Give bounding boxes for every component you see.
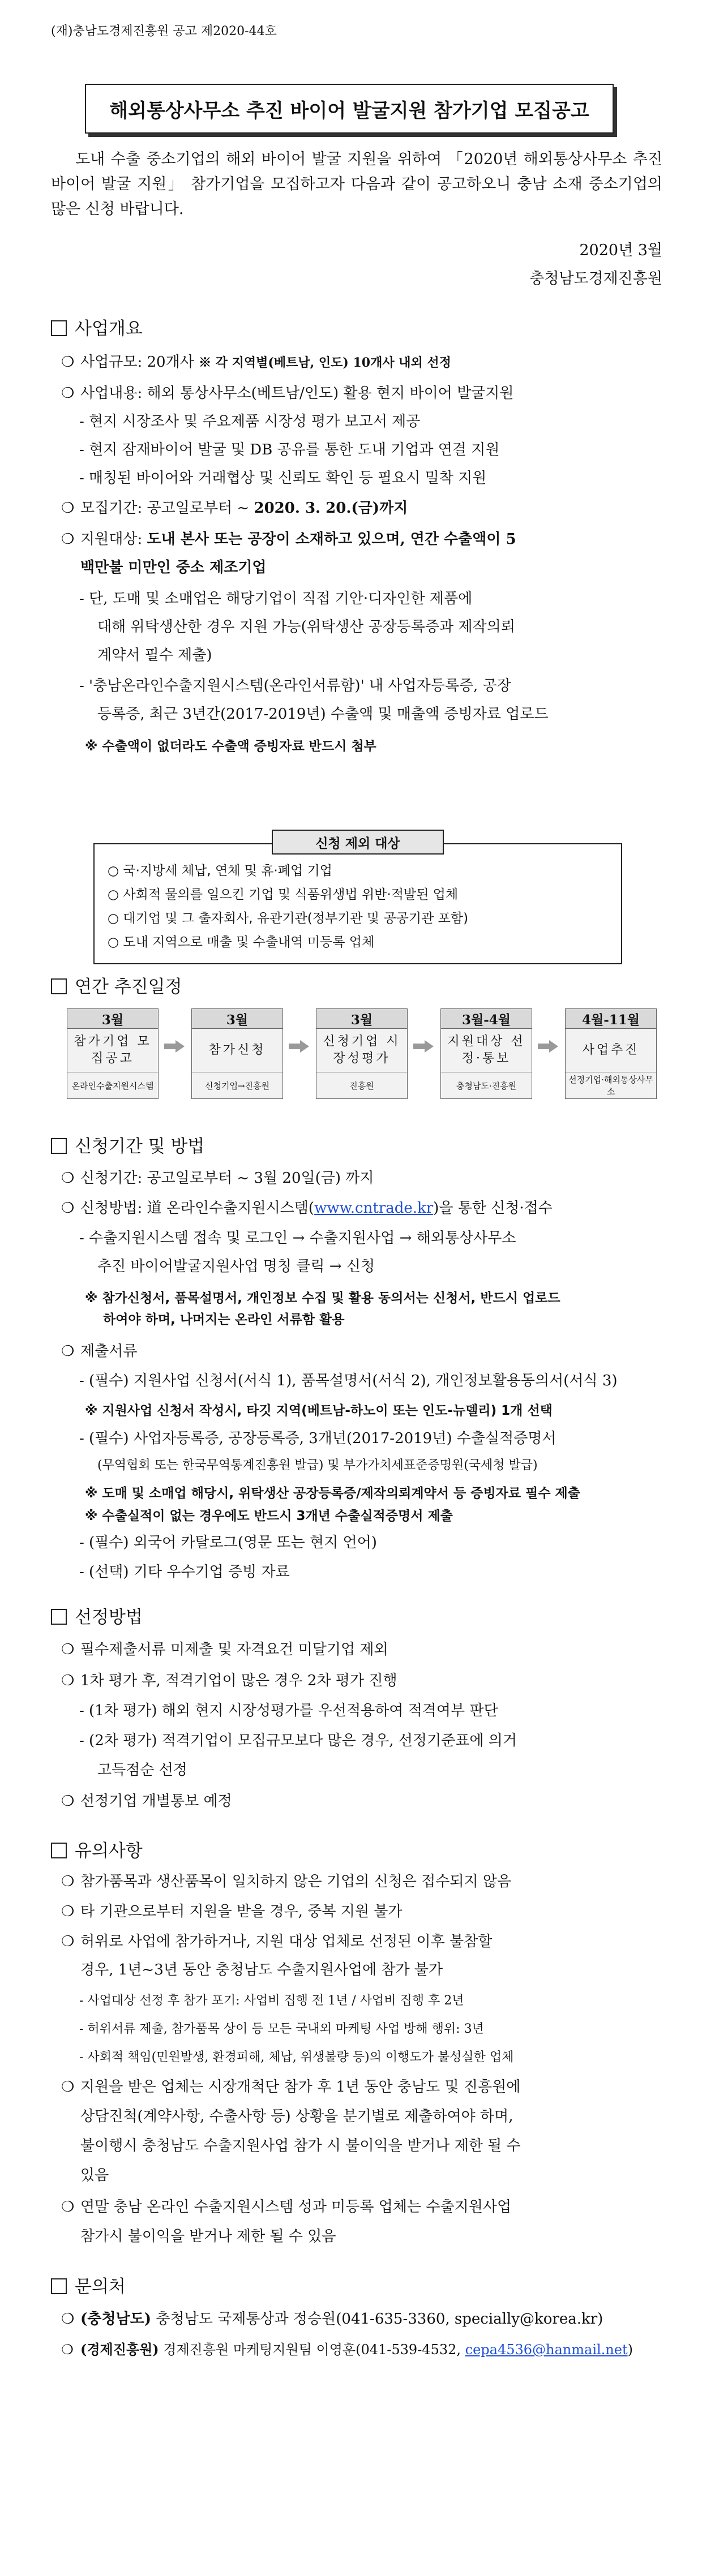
email-link[interactable]: cepa4536@hanmail.net xyxy=(465,2342,628,2358)
overview-dash-2b: 등록증, 최근 3년간(2017-2019년) 수출액 및 매출액 증빙자료 업로드 xyxy=(97,706,549,723)
schedule-step: 3월 참가기업 모집공고 온라인수출지원시스템 xyxy=(67,1008,159,1099)
overview-dash-1a: - 단, 도매 및 소매업은 해당기업이 직접 기안·디자인한 제품에 xyxy=(79,590,473,607)
circle-bullet-icon: ❍ xyxy=(61,1903,75,1920)
circle-bullet-icon: ❍ xyxy=(61,1793,75,1810)
docs-required-2: - (필수) 사업자등록증, 공장등록증, 3개년(2017-2019년) 수출실적증명서 xyxy=(79,1430,557,1447)
overview-sub-1: - 현지 시장조사 및 주요제품 시장성 평가 보고서 제공 xyxy=(79,413,421,430)
docs-note-wholesale: ※ 도매 및 소매업 해당시, 위탁생산 공장등록증/제작의뢰계약서 등 증빙자료 필수 제출 xyxy=(85,1486,580,1501)
application-flow-cont: 추진 바이어발굴지원사업 명칭 클릭 → 신청 xyxy=(97,1258,375,1275)
checkbox-square-icon xyxy=(51,1609,67,1625)
schedule-step: 3월 신청기업 시장성평가 진흥원 xyxy=(316,1008,408,1099)
circle-bullet-icon: ❍ xyxy=(61,354,75,371)
caution-4-cont-1: 상담진척(계약사항, 수출사항 등) 상황을 분기별로 제출하여야 하며, xyxy=(80,2108,513,2125)
application-period: ❍ 신청기간: 공고일로부터 ~ 3월 20일(금) 까지 xyxy=(61,1167,374,1190)
small-circle-bullet-icon: ○ xyxy=(108,935,119,950)
caution-sub-2: - 허위서류 제출, 참가품목 상이 등 모든 국내외 마케팅 사업 방해 행위: 3년 xyxy=(79,2022,484,2036)
selection-second-eval: - (2차 평가) 적격기업이 모집규모보다 많은 경우, 선정기준표에 의거 xyxy=(79,1732,517,1749)
selection-notify: ❍ 선정기업 개별통보 예정 xyxy=(61,1790,232,1813)
issuing-organization: 충청남도경제진흥원 xyxy=(529,270,662,287)
exclusion-item: ○ 국·지방세 체납, 연체 및 휴·폐업 기업 xyxy=(108,864,332,878)
overview-content: ❍ 사업내용: 해외 통상사무소(베트남/인도) 활용 현지 바이어 발굴지원 xyxy=(61,382,514,405)
checkbox-square-icon xyxy=(51,978,67,994)
circle-bullet-icon: ❍ xyxy=(61,1672,75,1689)
page-title: 해외통상사무소 추진 바이어 발굴지원 참가기업 모집공고 xyxy=(85,84,614,134)
application-docs: ❍ 제출서류 xyxy=(61,1340,137,1363)
caution-2: ❍ 타 기관으로부터 지원을 받을 경우, 중복 지원 불가 xyxy=(61,1900,402,1923)
application-note-1: ※ 참가신청서, 품목설명서, 개인정보 수집 및 활용 동의서는 신청서, 반드시 업로드 xyxy=(85,1291,560,1306)
section-schedule-heading xyxy=(51,972,182,998)
docs-optional: - (선택) 기타 우수기업 증빙 자료 xyxy=(79,1564,290,1581)
section-title: 연간 추진일정 xyxy=(75,977,182,997)
circle-bullet-icon: ❍ xyxy=(61,385,75,402)
circle-bullet-icon: ❍ xyxy=(61,1170,75,1187)
contact-agency: ❍ (경제진흥원) 경제진흥원 마케팅지원팀 이영훈(041-539-4532, cepa4536@hanmail.net) xyxy=(61,2338,633,2361)
caution-1: ❍ 참가품목과 생산품목이 일치하지 않은 기업의 신청은 접수되지 않음 xyxy=(61,1870,511,1893)
docs-note-export: ※ 수출실적이 없는 경우에도 반드시 3개년 수출실적증명서 제출 xyxy=(85,1509,453,1523)
section-cautions-heading xyxy=(51,1836,143,1862)
exclusion-heading: 신청 제외 대상 xyxy=(272,830,444,855)
caution-5: ❍ 연말 충남 온라인 수출지원시스템 성과 미등록 업체는 수출지원사업 xyxy=(61,2196,511,2218)
section-title: 사업개요 xyxy=(75,319,143,339)
section-title: 신청기간 및 방법 xyxy=(75,1136,205,1157)
circle-bullet-icon: ❍ xyxy=(61,2079,75,2096)
selection-line-1: ❍ 필수제출서류 미제출 및 자격요건 미달기업 제외 xyxy=(61,1638,388,1661)
overview-sub-2: - 현지 잠재바이어 발굴 및 DB 공유를 통한 도내 기업과 연결 지원 xyxy=(79,441,500,458)
schedule-step: 3월-4월 지원대상 선정·통보 충청남도·진흥원 xyxy=(440,1008,532,1099)
caution-4: ❍ 지원을 받은 업체는 시장개척단 참가 후 1년 동안 충남도 및 진흥원에 xyxy=(61,2076,520,2098)
circle-bullet-icon: ❍ xyxy=(61,2342,74,2358)
caution-4-cont-3: 있음 xyxy=(80,2167,109,2184)
cntrade-link[interactable]: www.cntrade.kr xyxy=(314,1200,434,1217)
circle-bullet-icon: ❍ xyxy=(61,1641,75,1658)
overview-scale: ❍ 사업규모: 20개사 ※ 각 지역별(베트남, 인도) 10개사 내외 선정 xyxy=(61,351,451,374)
caution-5-cont: 참가시 불이익을 받거나 제한 될 수 있음 xyxy=(80,2228,336,2245)
selection-line-2: ❍ 1차 평가 후, 적격기업이 많은 경우 2차 평가 진행 xyxy=(61,1669,397,1692)
checkbox-square-icon xyxy=(51,1138,67,1154)
circle-bullet-icon: ❍ xyxy=(61,1873,75,1890)
circle-bullet-icon: ❍ xyxy=(61,2311,75,2328)
docs-required-1: - (필수) 지원사업 신청서(서식 1), 품목설명서(서식 2), 개인정보활용동의서(서식 3) xyxy=(79,1372,618,1389)
section-selection-heading xyxy=(51,1603,143,1628)
small-circle-bullet-icon: ○ xyxy=(108,864,119,878)
schedule-step: 3월 참가신청 신청기업→진흥원 xyxy=(191,1008,283,1099)
arrow-right-icon xyxy=(538,1040,558,1053)
application-note-1-cont: 하여야 하며, 나머지는 온라인 서류함 활용 xyxy=(103,1312,345,1327)
application-method: ❍ 신청방법: 道 온라인수출지원시스템(www.cntrade.kr)을 통한 신청·접수 xyxy=(61,1197,553,1220)
circle-bullet-icon: ❍ xyxy=(61,1933,75,1950)
caution-4-cont-2: 불이행시 충청남도 수출지원사업 참가 시 불이익을 받거나 제한 될 수 xyxy=(80,2137,521,2154)
checkbox-square-icon xyxy=(51,1843,67,1858)
checkbox-square-icon xyxy=(51,320,67,336)
small-circle-bullet-icon: ○ xyxy=(108,887,119,902)
checkbox-square-icon xyxy=(51,2278,67,2294)
docs-note-target: ※ 지원사업 신청서 작성시, 타깃 지역(베트남-하노이 또는 인도-뉴델리) 1개 선택 xyxy=(85,1403,553,1418)
circle-bullet-icon: ❍ xyxy=(61,531,75,548)
schedule-step: 4월-11월 사업추진 선정기업·해외통상사무소 xyxy=(565,1008,657,1099)
circle-bullet-icon: ❍ xyxy=(61,2199,75,2216)
caution-3: ❍ 허위로 사업에 참가하거나, 지원 대상 업체로 선정된 이후 불참할 xyxy=(61,1930,492,1953)
arrow-right-icon xyxy=(164,1040,185,1053)
section-title: 문의처 xyxy=(75,2277,126,2297)
notice-number: (재)충남도경제진흥원 공고 제2020-44호 xyxy=(51,24,277,38)
section-overview-heading xyxy=(51,314,143,340)
section-contact-heading xyxy=(51,2272,126,2298)
circle-bullet-icon: ❍ xyxy=(61,500,75,517)
overview-dash-2a: - '충남온라인수출지원시스템(온라인서류함)' 내 사업자등록증, 공장 xyxy=(79,677,511,694)
exclusion-item: ○ 도내 지역으로 매출 및 수출내역 미등록 업체 xyxy=(108,935,375,950)
section-title: 유의사항 xyxy=(75,1841,143,1861)
notice-date: 2020년 3월 xyxy=(579,242,662,259)
circle-bullet-icon: ❍ xyxy=(61,1343,75,1360)
overview-note: ※ 수출액이 없더라도 수출액 증빙자료 반드시 첨부 xyxy=(85,739,376,754)
arrow-right-icon xyxy=(413,1040,434,1053)
overview-target: ❍ 지원대상: 도내 본사 또는 공장이 소재하고 있으며, 연간 수출액이 5 xyxy=(61,528,516,551)
arrow-right-icon xyxy=(289,1040,309,1053)
exclusion-item: ○ 대기업 및 그 출자회사, 유관기관(정부기관 및 공공기관 포함) xyxy=(108,911,469,926)
section-title: 선정방법 xyxy=(75,1607,143,1628)
overview-sub-3: - 매칭된 바이어와 거래협상 및 신뢰도 확인 등 필요시 밀착 지원 xyxy=(79,470,487,487)
contact-province: ❍ (충청남도) 충청남도 국제통상과 정승원(041-635-3360, specially@korea.kr) xyxy=(61,2308,603,2330)
selection-second-eval-cont: 고득점순 선정 xyxy=(97,1762,187,1779)
exclusion-item: ○ 사회적 물의를 일으킨 기업 및 식품위생법 위반·적발된 업체 xyxy=(108,887,459,902)
overview-dash-1c: 계약서 필수 제출) xyxy=(97,647,212,664)
selection-first-eval: - (1차 평가) 해외 현지 시장성평가를 우선적용하여 적격여부 판단 xyxy=(79,1702,498,1719)
circle-bullet-icon: ❍ xyxy=(61,1200,75,1217)
small-circle-bullet-icon: ○ xyxy=(108,911,119,926)
docs-required-3: - (필수) 외국어 카탈로그(영문 또는 현지 언어) xyxy=(79,1534,377,1551)
section-application-heading xyxy=(51,1132,204,1157)
intro-paragraph: 도내 수출 중소기업의 해외 바이어 발굴 지원을 위하여 「2020년 해외통상사무소 추진 바이어 발굴 지원」 참가기업을 모집하고자 다음과 같이 공고하오니 충남 소재 중소기업의 많은 신청 바랍니다. xyxy=(51,151,662,218)
caution-3-cont: 경우, 1년~3년 동안 충청남도 수출지원사업에 참가 불가 xyxy=(80,1961,443,1978)
caution-sub-3: - 사회적 책임(민원발생, 환경피해, 체납, 위생불량 등)의 이행도가 불성실한 업체 xyxy=(79,2050,514,2064)
docs-required-2-cont: (무역협회 또는 한국무역통계진흥원 발급) 및 부가가치세표준증명원(국세청 발급) xyxy=(97,1458,538,1472)
overview-target-cont: 백만불 미만인 중소 제조기업 xyxy=(80,559,267,576)
application-flow: - 수출지원시스템 접속 및 로그인 → 수출지원사업 → 해외통상사무소 xyxy=(79,1230,516,1247)
overview-dash-1b: 대해 위탁생산한 경우 지원 가능(위탁생산 공장등록증과 제작의뢰 xyxy=(97,619,515,636)
overview-period: ❍ 모집기간: 공고일로부터 ~ 2020. 3. 20.(금)까지 xyxy=(61,497,408,520)
caution-sub-1: - 사업대상 선정 후 참가 포기: 사업비 집행 전 1년 / 사업비 집행 후 2년 xyxy=(79,1994,464,2008)
